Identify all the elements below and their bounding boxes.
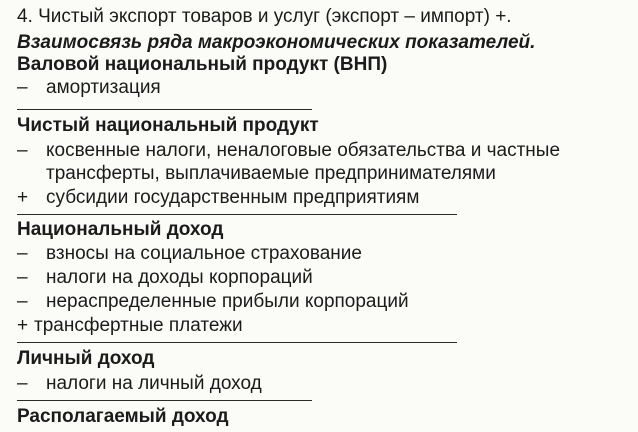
section-subtitle: Взаимосвязь ряда макроэкономических показателей. <box>17 32 536 53</box>
item-text: субсидии государственным предприятиям <box>46 187 420 208</box>
item-sign: – <box>17 77 28 98</box>
item-sign: – <box>17 291 28 312</box>
item-sign: + <box>17 315 29 336</box>
item-text: косвенные налоги, неналоговые обязательства и частные <box>46 140 561 161</box>
item-text: амортизация <box>46 77 161 98</box>
block-title-gnp: Валовой национальный продукт (ВНП) <box>17 54 388 75</box>
item-sign: – <box>17 267 28 288</box>
divider-rule <box>17 214 457 215</box>
block-title-national-income: Национальный доход <box>17 219 224 240</box>
item-sign: – <box>17 243 28 264</box>
block-title-nnp: Чистый национальный продукт <box>17 115 319 136</box>
item-text-continued: трансферты, выплачиваемые предпринимателями <box>46 163 496 184</box>
item-text: взносы на социальное страхование <box>46 243 362 264</box>
intro-heading: 4. Чистый экспорт товаров и услуг (экспорт – импорт) +. <box>17 6 512 27</box>
item-sign: – <box>17 373 28 394</box>
item-sign: + <box>17 187 29 208</box>
block-title-personal-income: Личный доход <box>17 348 155 369</box>
item-text: трансфертные платежи <box>34 315 243 336</box>
item-text: налоги на доходы корпораций <box>46 267 313 288</box>
divider-rule <box>17 400 312 401</box>
block-title-disposable-income: Располагаемый доход <box>17 406 229 427</box>
item-text: нераспределенные прибыли корпораций <box>46 291 409 312</box>
item-text: налоги на личный доход <box>46 373 262 394</box>
item-sign: – <box>17 140 28 161</box>
divider-rule <box>17 109 312 110</box>
divider-rule <box>17 342 457 343</box>
